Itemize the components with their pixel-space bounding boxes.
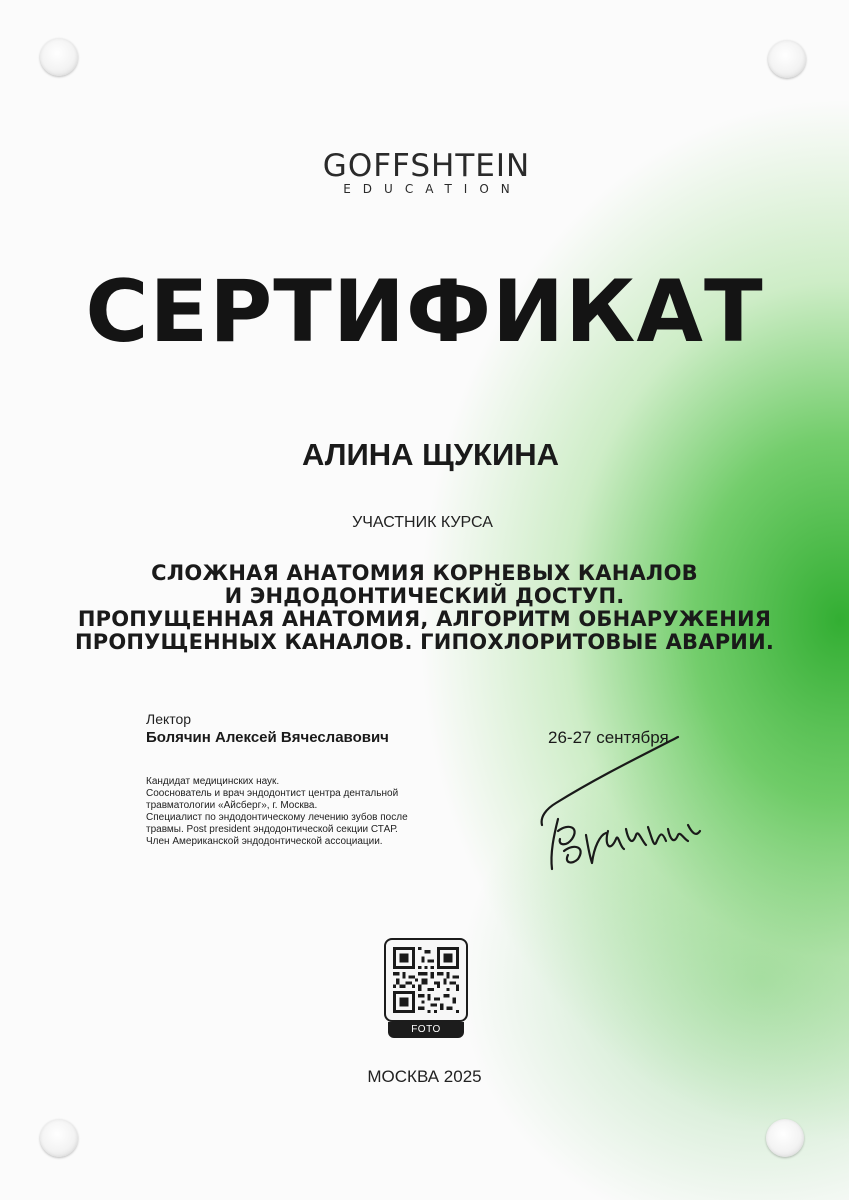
lecturer-bio-line: Сооснователь и врач эндодонтист центра дентальной — [146, 788, 399, 799]
qr-code-block[interactable] — [384, 938, 468, 1046]
mount-hole-bottom-right — [766, 1119, 804, 1157]
course-title-line: СЛОЖНАЯ АНАТОМИЯ КОРНЕВЫХ КАНАЛОВ — [151, 561, 698, 585]
course-title-line: ПРОПУЩЕННАЯ АНАТОМИЯ, АЛГОРИТМ ОБНАРУЖЕНИЯ — [77, 607, 772, 631]
lecturer-bio-line: Специалист по эндодонтическому лечению зубов после — [146, 812, 408, 823]
mount-hole-top-right — [768, 40, 806, 78]
brand-logo-sub: EDUCATION — [343, 182, 522, 196]
participant-name: АЛИНА ЩУКИНА — [301, 437, 560, 472]
lecturer-bio-line: Кандидат медицинских наук. — [146, 776, 280, 787]
qr-code-frame — [384, 938, 468, 1022]
qr-code-caption: FOTO — [388, 1022, 464, 1038]
mount-hole-bottom-left — [40, 1119, 78, 1157]
lecturer-label: Лектор — [146, 711, 192, 727]
participant-role: УЧАСТНИК КУРСА — [352, 514, 493, 531]
lecturer-bio-line: травмы. Post president эндодонтической секции СТАР. — [146, 824, 398, 835]
lecturer-bio — [146, 776, 406, 848]
course-title-line: И ЭНДОДОНТИЧЕСКИЙ ДОСТУП. — [224, 584, 625, 608]
certificate-title: СЕРТИФИКАТ — [85, 262, 764, 362]
course-title — [0, 562, 849, 654]
qr-code-icon — [393, 947, 459, 1013]
lecturer-bio-line: травматологии «Айсберг», г. Москва. — [146, 800, 318, 811]
mount-hole-top-left — [40, 38, 78, 76]
course-title-line: ПРОПУЩЕННЫХ КАНАЛОВ. ГИПОХЛОРИТОВЫЕ АВАРИИ. — [74, 630, 775, 654]
city-year: МОСКВА 2025 — [367, 1067, 482, 1086]
lecturer-bio-line: Член Американской эндодонтической ассоциации. — [146, 836, 383, 847]
brand-logo — [0, 150, 849, 196]
lecturer-name: Болячин Алексей Вячеславович — [146, 729, 389, 746]
course-date: 26-27 сентября — [548, 728, 669, 747]
brand-logo-main: GOFFSHTEIN — [322, 148, 531, 184]
lecturer-signature — [528, 735, 708, 885]
